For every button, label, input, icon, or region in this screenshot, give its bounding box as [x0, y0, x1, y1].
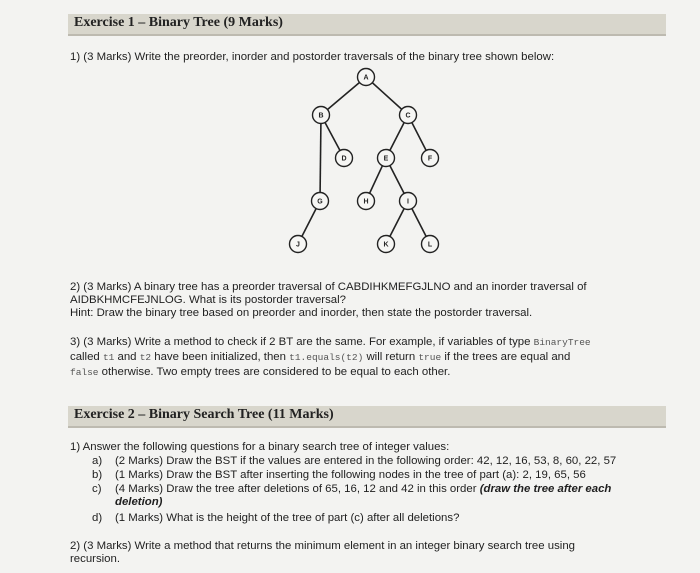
ex2-item-a-letter: a): [92, 455, 103, 467]
ex2-item-d-letter: d): [92, 512, 103, 524]
item-c-emphasis: (draw the tree after each: [479, 483, 612, 495]
ex2-item-d-text: (1 Marks) What is the height of the tree of part (c) after all deletions?: [115, 512, 460, 524]
node-label-e: E: [383, 155, 389, 163]
q3-text-b: called: [70, 351, 103, 363]
q3-code-false: false: [70, 367, 99, 378]
node-label-a: A: [363, 74, 369, 82]
exercise2-title: Exercise 2 – Binary Search Tree (11 Marks): [74, 407, 334, 422]
node-label-b: B: [318, 112, 324, 120]
ex2-item-c-text: [115, 483, 611, 497]
q3-code-binarytree: BinaryTree: [533, 337, 591, 348]
item-c-plain: (4 Marks) Draw the tree after deletions of 65, 16, 12 and 42 in this order: [115, 483, 480, 495]
ex1-question3-line2: [70, 351, 570, 365]
ex1-question3-line3: [70, 366, 450, 380]
q3-text-e: will return: [363, 351, 419, 363]
node-label-j: J: [296, 241, 300, 249]
edge-b-g: [318, 112, 324, 201]
node-label-d: D: [341, 155, 347, 163]
ex2-item-b-text: (1 Marks) Draw the BST after inserting the following nodes in the tree of part (a): 2, 19, 65, 56: [115, 469, 586, 481]
q3-code-true: true: [418, 352, 442, 363]
q3-text-c: and: [114, 351, 140, 363]
q3-code-t2: t2: [139, 352, 152, 363]
node-label-i: I: [407, 198, 409, 206]
q3-code-equals: t1.equals(t2): [289, 352, 364, 363]
exercise1-header: [68, 14, 666, 36]
node-label-g: G: [317, 198, 323, 206]
node-label-c: C: [405, 112, 411, 120]
q3-text-d: have been initialized, then: [151, 351, 290, 363]
node-label-k: K: [383, 241, 389, 249]
ex2-item-a-text: (2 Marks) Draw the BST if the values are entered in the following order: 42, 12, 16, 53, 8, 60, 22, 57: [115, 455, 617, 467]
q3-text-g: otherwise. Two empty trees are considered to be equal to each other.: [98, 366, 451, 378]
ex2-item-c-letter: c): [92, 483, 102, 495]
exercise1-title: Exercise 1 – Binary Tree (9 Marks): [74, 15, 283, 30]
ex1-question3-line1: [70, 336, 591, 350]
exercise2-header: [68, 406, 666, 428]
node-label-l: L: [427, 241, 433, 249]
item-c-emphasis-cont: deletion): [115, 496, 163, 508]
ex2-item-c-text-cont: [115, 496, 162, 510]
ex2-item-b-letter: b): [92, 469, 103, 481]
q3-text-a: 3) (3 Marks) Write a method to check if 2 BT are the same. For example, if variables of type: [70, 336, 534, 348]
ex1-question1: 1) (3 Marks) Write the preorder, inorder and postorder traversals of the binary tree shown below:: [70, 51, 555, 63]
node-label-f: F: [427, 155, 433, 163]
ex1-question2-line1: 2) (3 Marks) A binary tree has a preorder traversal of CABDIHKMEFGJLNO and an inorder traversal of: [70, 281, 587, 293]
ex2-question2-line1: 2) (3 Marks) Write a method that returns the minimum element in an integer binary search tree using: [70, 540, 575, 552]
q3-text-f: if the trees are equal and: [441, 351, 571, 363]
ex2-question2-line2: recursion.: [70, 553, 121, 565]
ex1-question2-hint: Hint: Draw the binary tree based on preorder and inorder, then state the postorder traversal.: [70, 307, 533, 319]
binary-tree-diagram: [280, 66, 450, 260]
q3-code-t1: t1: [102, 352, 115, 363]
node-label-h: H: [363, 198, 369, 206]
ex1-question2-line2: AIDBKHMCFEJNLOG. What is its postorder traversal?: [70, 294, 346, 306]
ex2-question1: 1) Answer the following questions for a binary search tree of integer values:: [70, 441, 450, 453]
